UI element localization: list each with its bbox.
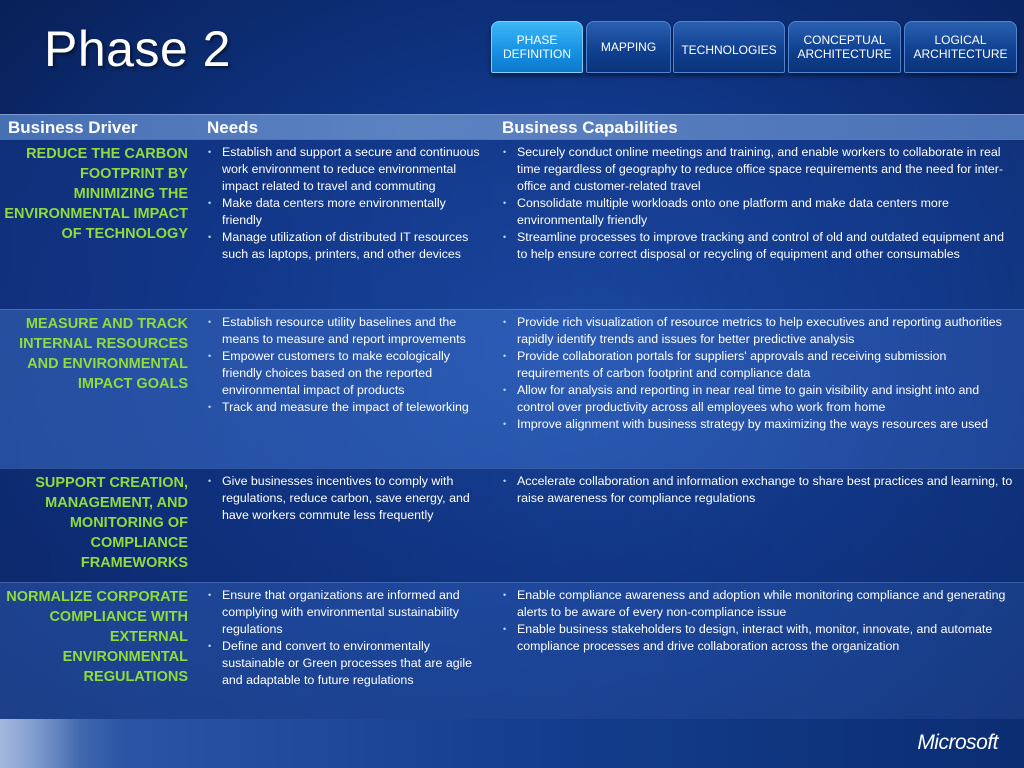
table-row-1 — [0, 139, 1024, 309]
list-item: • Establish resource utility baselines and the means to measure and report improvements — [207, 314, 483, 348]
capabilities-list — [502, 144, 1014, 263]
table-row-2 — [0, 309, 1024, 468]
needs-list — [207, 473, 483, 524]
header-business-driver: Business Driver — [8, 118, 138, 137]
list-item: • Give businesses incentives to comply with regulations, reduce carbon, save energy, and have workers commute less frequently — [207, 473, 483, 524]
business-driver: REDUCE THE CARBON FOOTPRINT BY MINIMIZING THE ENVIRONMENTAL IMPACT OF TECHNOLOGY — [4, 146, 188, 242]
tab-label-line1: MAPPING — [600, 40, 657, 54]
tab-technologies[interactable] — [673, 21, 785, 73]
list-item: • Establish and support a secure and continuous work environment to reduce environmental impact related to travel and commuting — [207, 144, 483, 195]
list-item: • Provide rich visualization of resource metrics to help executives and reporting authorities rapidly identify trends and issues for better predictive analysis — [502, 314, 1014, 348]
header-needs: Needs — [207, 118, 259, 137]
capabilities-list — [502, 314, 1014, 433]
tab-label-line2: DEFINITION — [503, 47, 571, 61]
list-item: • Ensure that organizations are informed and complying with environmental sustainability regulations — [207, 587, 483, 638]
list-item: • Enable compliance awareness and adoption while monitoring compliance and generating alerts to be aware of every non-compliance issue — [502, 587, 1014, 621]
list-item: • Make data centers more environmentally friendly — [207, 195, 483, 229]
list-item: • Define and convert to environmentally sustainable or Green processes that are agile and adaptable to future regulations — [207, 638, 483, 689]
needs-list — [207, 144, 483, 263]
footer-highlight — [0, 719, 80, 768]
tab-conceptual-architecture[interactable] — [788, 21, 901, 73]
list-item: • Track and measure the impact of teleworking — [207, 399, 483, 416]
needs-list — [207, 587, 483, 689]
capabilities-list — [502, 587, 1014, 655]
list-item: • Consolidate multiple workloads onto one platform and make data centers more environmentally friendly — [502, 195, 1014, 229]
business-driver: SUPPORT CREATION, MANAGEMENT, AND MONITORING OF COMPLIANCE FRAMEWORKS — [35, 475, 188, 571]
tab-mapping[interactable] — [586, 21, 671, 73]
business-driver: NORMALIZE CORPORATE COMPLIANCE WITH EXTERNAL ENVIRONMENTAL REGULATIONS — [6, 589, 188, 685]
tab-label-line1: CONCEPTUAL — [803, 33, 886, 47]
needs-list — [207, 314, 483, 416]
list-item: • Manage utilization of distributed IT resources such as laptops, printers, and other devices — [207, 229, 483, 263]
list-item: • Improve alignment with business strategy by maximizing the ways resources are used — [502, 416, 1014, 433]
list-item: • Empower customers to make ecologically friendly choices based on the reported environmental impact of products — [207, 348, 483, 399]
list-item: • Streamline processes to improve tracking and control of old and outdated equipment and to help ensure correct disposal or recycling of equipment and other consumables — [502, 229, 1014, 263]
table-row-4 — [0, 582, 1024, 719]
list-item: • Enable business stakeholders to design, interact with, monitor, innovate, and automate compliance processes and drive collaboration across the organization — [502, 621, 1014, 655]
list-item: • Securely conduct online meetings and training, and enable workers to collaborate in real time regardless of geography to reduce office space requirements and the need for inter-office and customer-related travel — [502, 144, 1014, 195]
table-row-3 — [0, 468, 1024, 582]
microsoft-logo: Microsoft — [917, 731, 998, 754]
tab-label-line2: ARCHITECTURE — [797, 47, 892, 61]
slide-title: Phase 2 — [44, 21, 231, 77]
tab-label-line1: PHASE — [516, 33, 558, 47]
list-item: • Allow for analysis and reporting in near real time to gain visibility and insight into and control over productivity across all employees who work from home — [502, 382, 1014, 416]
capabilities-list — [502, 473, 1014, 507]
tab-logical-architecture[interactable] — [904, 21, 1017, 73]
footer-bar — [0, 719, 1024, 768]
list-item: • Accelerate collaboration and information exchange to share best practices and learning, to raise awareness for compliance regulations — [502, 473, 1014, 507]
business-driver: MEASURE AND TRACK INTERNAL RESOURCES AND ENVIRONMENTAL IMPACT GOALS — [19, 316, 188, 392]
tab-label-line1: TECHNOLOGIES — [681, 43, 777, 57]
tab-label-line1: LOGICAL — [934, 33, 987, 47]
list-item: • Provide collaboration portals for suppliers' approvals and receiving submission requirements of carbon footprint and compliance data — [502, 348, 1014, 382]
tab-phase-definition[interactable] — [491, 21, 583, 73]
header-business-capabilities: Business Capabilities — [502, 118, 678, 137]
table-header — [0, 114, 1024, 140]
tab-label-line2: ARCHITECTURE — [913, 47, 1008, 61]
